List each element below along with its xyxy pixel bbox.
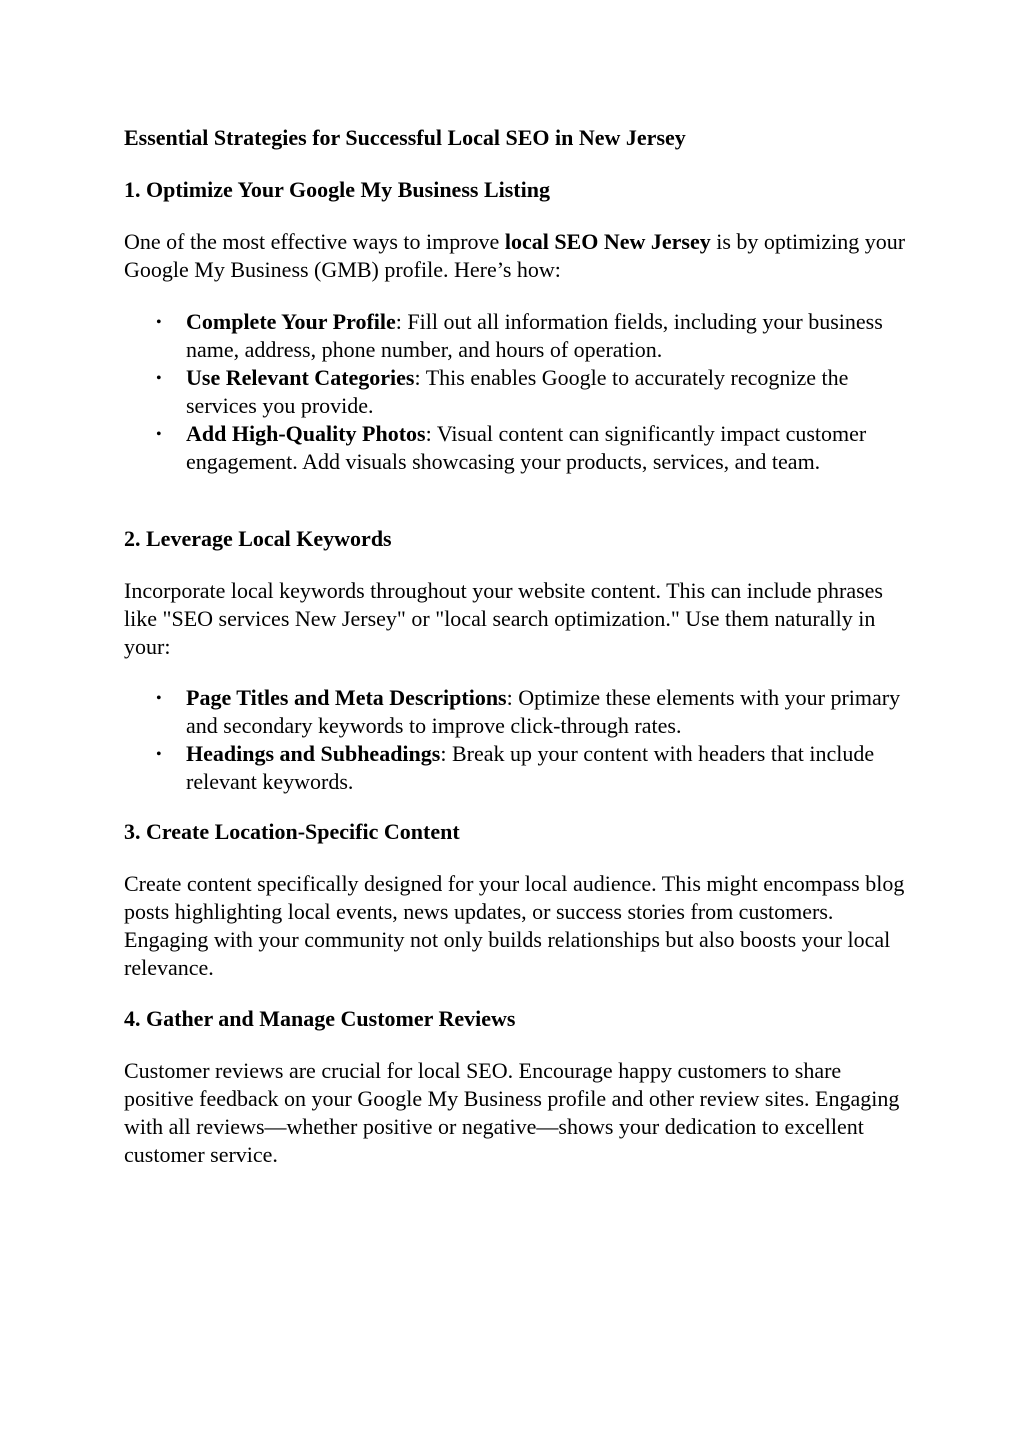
bullet-icon: • <box>156 370 162 387</box>
section-2-heading: 2. Leverage Local Keywords <box>124 526 392 551</box>
list-item <box>124 684 914 740</box>
bullet-icon: • <box>156 314 162 331</box>
section-4-paragraph: Customer reviews are crucial for local SEO. Encourage happy customers to share positive feedback on your Google My Business profile and other review sites. Engaging with all reviews—whether positive or negative—shows your dedication to excellent customer service. <box>124 1058 900 1167</box>
section-3-paragraph: Create content specifically designed for your local audience. This might encompass blog posts highlighting local events, news updates, or success stories from customers. Engaging with your community not only builds relationships but also boosts your local relevance. <box>124 871 905 980</box>
document-title: Essential Strategies for Successful Local SEO in New Jersey <box>124 125 686 150</box>
section-1-intro-before: One of the most effective ways to improve <box>124 229 505 254</box>
bullet-text: : Optimize these elements with your primary and secondary keywords to improve click-through rates. <box>186 685 901 738</box>
bullet-term: Use Relevant Categories <box>186 365 415 390</box>
section-4-heading: 4. Gather and Manage Customer Reviews <box>124 1006 516 1031</box>
section-1-heading: 1. Optimize Your Google My Business Listing <box>124 177 550 202</box>
list-item <box>124 308 914 364</box>
section-1-intro <box>124 228 914 284</box>
bullet-term: Page Titles and Meta Descriptions <box>186 685 507 710</box>
bullet-icon: • <box>156 746 162 763</box>
section-2-bullet-list <box>124 684 914 796</box>
bullet-term: Add High-Quality Photos <box>186 421 426 446</box>
list-item <box>124 364 914 420</box>
bullet-icon: • <box>156 690 162 707</box>
bullet-text: : Fill out all information fields, including your business name, address, phone number, and hours of operation. <box>186 309 883 362</box>
bullet-term: Complete Your Profile <box>186 309 396 334</box>
list-item <box>124 740 914 796</box>
section-1-bullet-list <box>124 308 914 476</box>
bullet-text: : This enables Google to accurately recognize the services you provide. <box>186 365 849 418</box>
section-2-paragraph: Incorporate local keywords throughout your website content. This can include phrases like "SEO services New Jersey" or "local search optimization." Use them naturally in your: <box>124 578 883 659</box>
bullet-text: : Break up your content with headers that include relevant keywords. <box>186 741 875 794</box>
bullet-text: : Visual content can significantly impact customer engagement. Add visuals showcasing your products, services, and team. <box>186 421 867 474</box>
list-item <box>124 420 914 476</box>
bullet-term: Headings and Subheadings <box>186 741 441 766</box>
bullet-icon: • <box>156 426 162 443</box>
section-1-intro-after: is by optimizing your Google My Business (GMB) profile. Here’s how: <box>124 229 906 282</box>
section-3-heading: 3. Create Location-Specific Content <box>124 819 460 844</box>
section-1-intro-keyword: local SEO New Jersey <box>504 229 711 254</box>
